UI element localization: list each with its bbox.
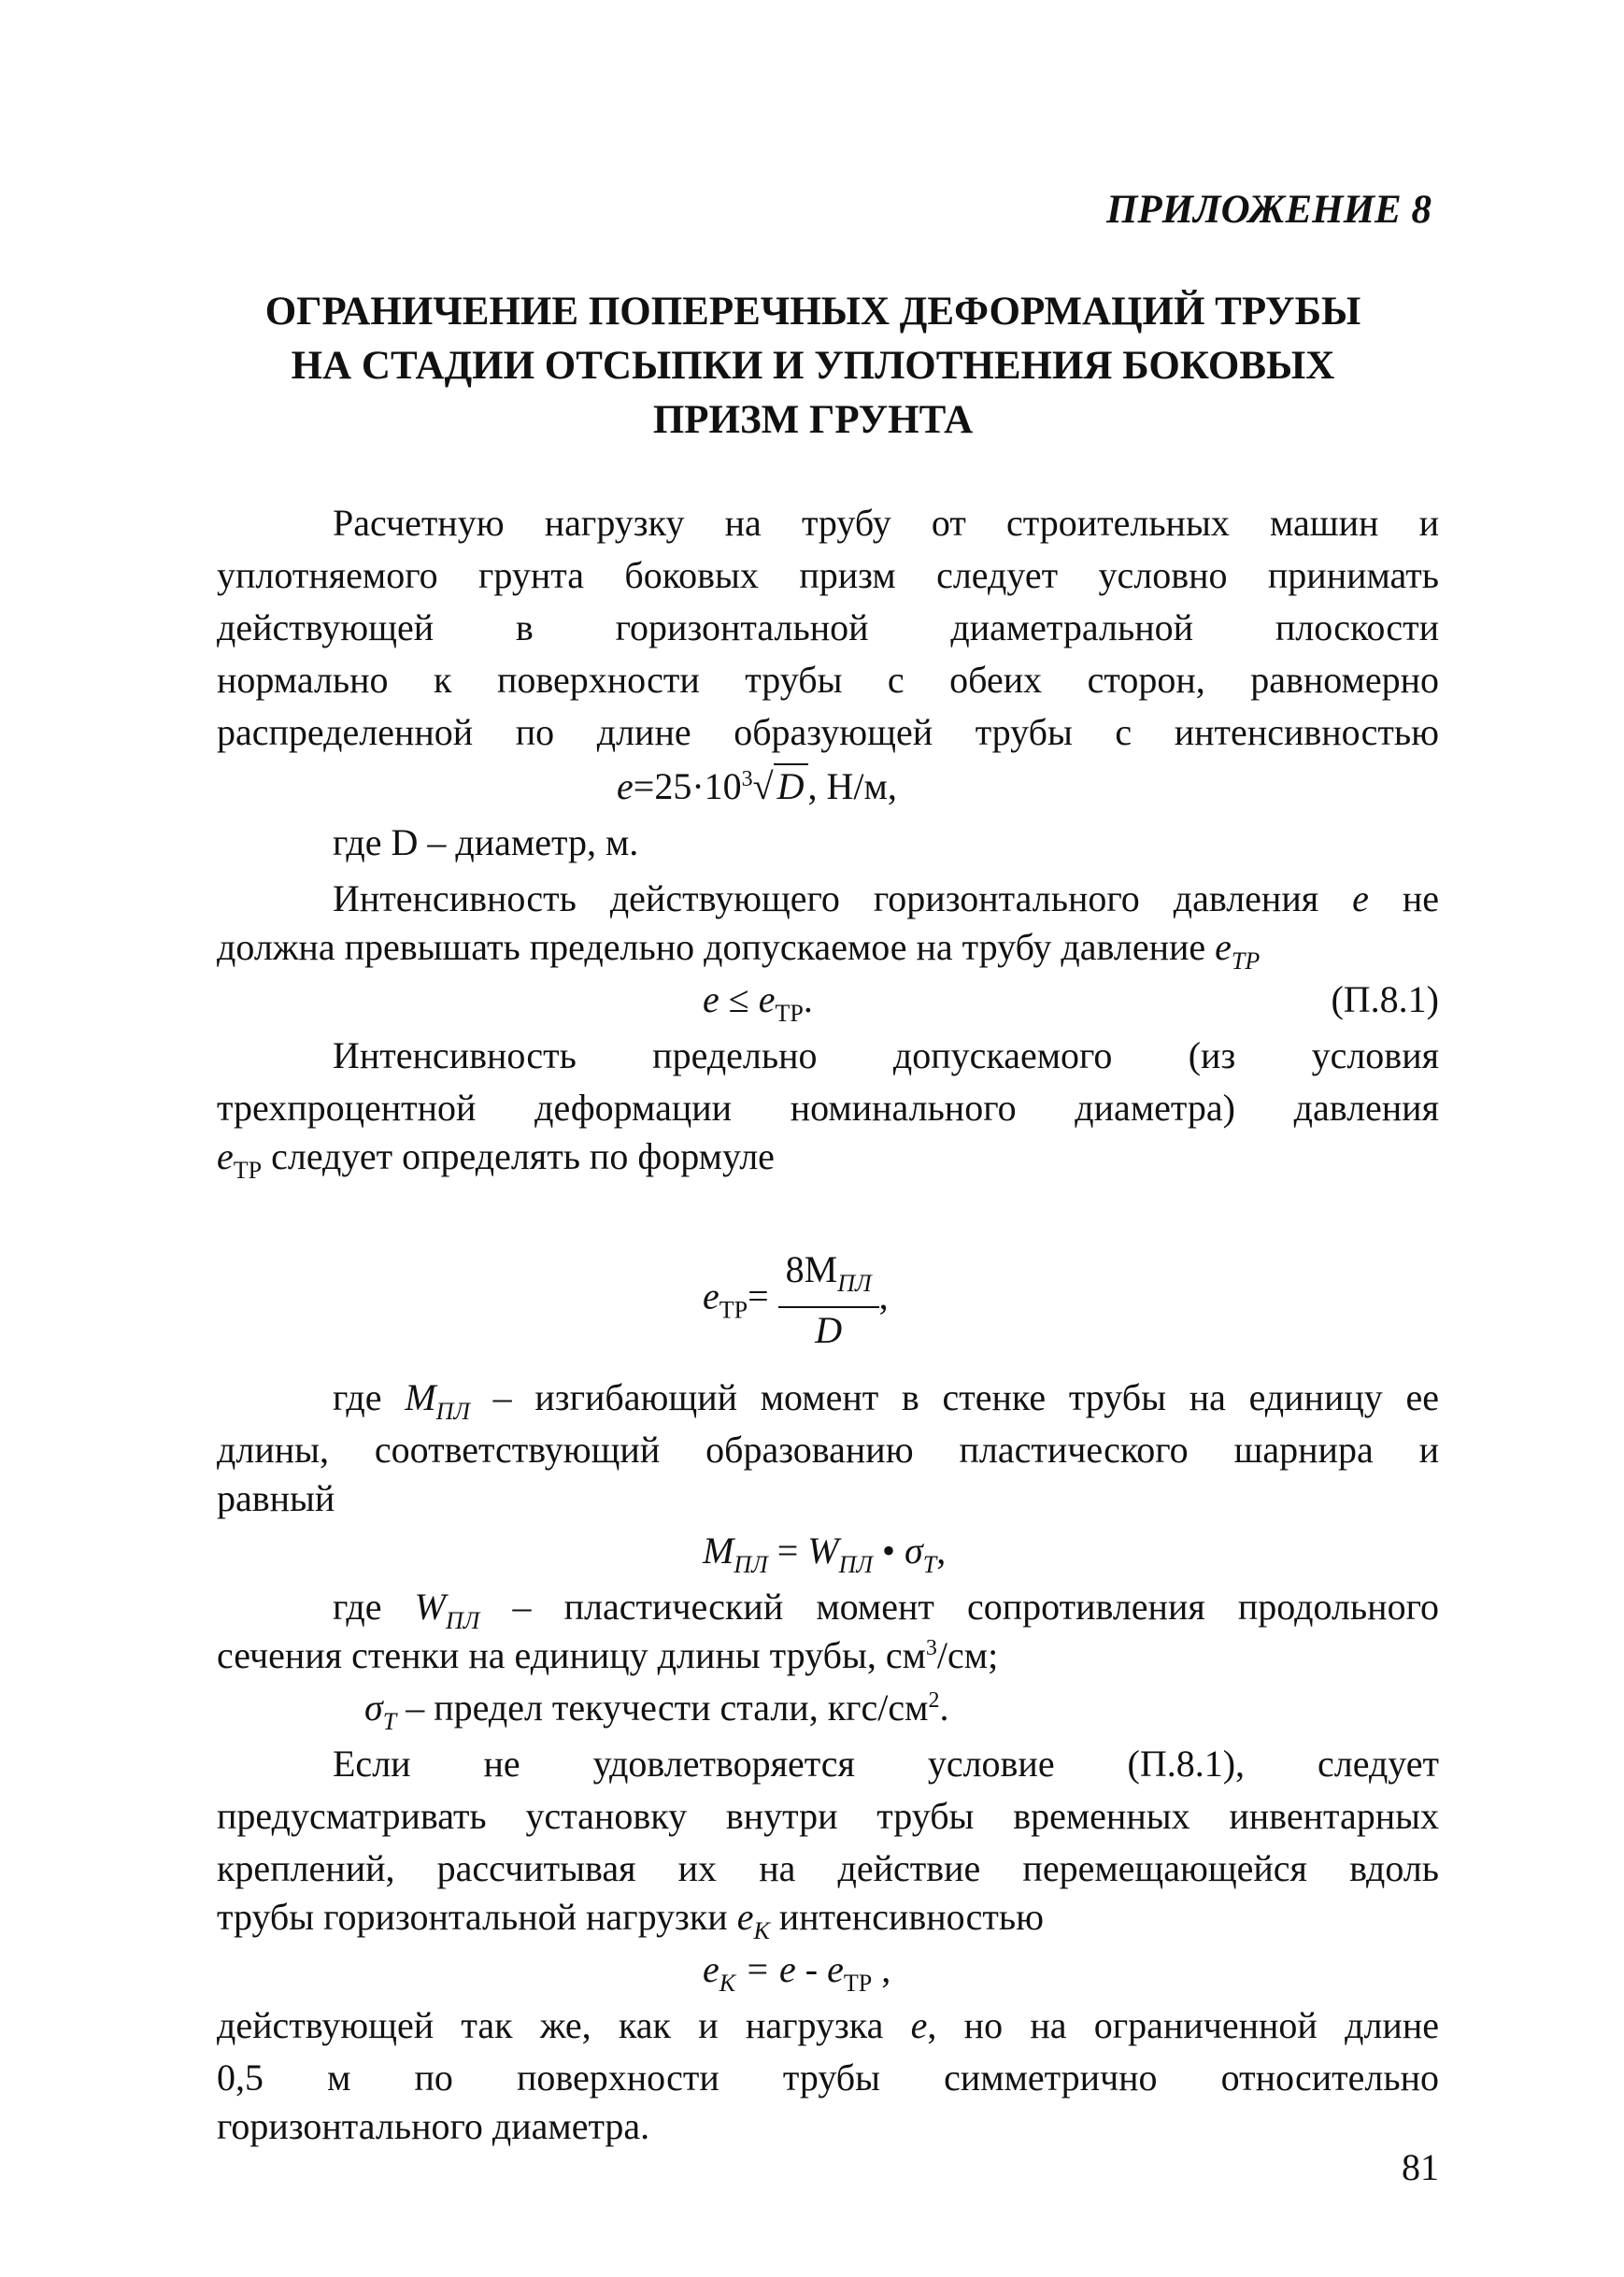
paragraph-1-line-5: распределенной по длине образующей трубы с интенсивностью <box>217 711 1439 753</box>
title-line-3: ПРИЗМ ГРУНТА <box>652 398 974 442</box>
paragraph-5-line-2: сечения стенки на единицу длины трубы, $см^3/см$; <box>217 1634 999 1676</box>
paragraph-4-line-1: где $M_{ПЛ}$ – изгибающий момент в стенке трубы на единицу ее <box>333 1376 1439 1425</box>
paragraph-8-line-3: горизонтального диаметра. <box>217 2105 650 2147</box>
paragraph-4-line-2: длины, соответствующий образованию пластического шарнира и <box>217 1429 1439 1471</box>
paragraph-7-line-2: предусматривать установку внутри трубы временных инвентарных <box>217 1795 1439 1837</box>
paragraph-1-line-2: уплотняемого грунта боковых призм следует условно принимать <box>217 554 1439 596</box>
formula-unit: , Н/м, <box>807 765 897 807</box>
formula-e-k: $e_К = e - e_{ТР}$ , <box>703 1948 891 1997</box>
inequality-formula: $e \le e_{ТР}$. <box>703 978 813 1027</box>
paragraph-4-line-3: равный <box>217 1477 335 1519</box>
fraction-numerator: $8M_{ПЛ}$ <box>778 1247 879 1308</box>
where-D-definition: где D – диаметр, м. <box>333 821 639 863</box>
paragraph-3-line-1: Интенсивность предельно допускаемого (из условия <box>333 1034 1439 1076</box>
paragraph-2-line-2: должна превышать предельно допускаемое на трубу давление $e_{ТР}$ <box>217 926 1261 975</box>
appendix-label: ПРИЛОЖЕНИЕ 8 <box>1105 188 1432 232</box>
formula-e-intensity <box>617 764 897 808</box>
title-line-2: НА СТАДИИ ОТСЫПКИ И УПЛОТНЕНИЯ БОКОВЫХ <box>291 344 1335 388</box>
formula-exponent: 3 <box>741 767 753 791</box>
formula-e-tr: $e_{ТР}=$ $\frac{8M_{ПЛ}}{D}$ , <box>703 1248 889 1351</box>
formula-coefficient: =25·10 <box>633 765 742 807</box>
page-title <box>187 285 1439 448</box>
paragraph-8-line-1: действующей так же, как и нагрузка e, но на ограниченной длине <box>217 2004 1439 2046</box>
formula-var-D: D <box>774 763 808 807</box>
equation-number-p81: (П.8.1) <box>1331 978 1439 1020</box>
formula-var-e: e <box>617 765 634 807</box>
paragraph-7-line-4: трубы горизонтальной нагрузки $e_К$ интенсивностью <box>217 1896 1044 1944</box>
paragraph-2-line-1: Интенсивность действующего горизонтального давления e не <box>333 877 1439 919</box>
page-number: 81 <box>1402 2146 1439 2188</box>
sigma-definition: $\sigma_Т$ – предел текучести стали, кгс/$см^2$. <box>364 1686 949 1735</box>
fraction-denominator: D <box>815 1309 843 1351</box>
paragraph-7-line-1: Если не удовлетворяется условие (П.8.1), следует <box>333 1743 1439 1785</box>
paragraph-1-line-3: действующей в горизонтальной диаметральной плоскости <box>217 606 1439 648</box>
paragraph-7-line-3: креплений, рассчитывая их на действие перемещающейся вдоль <box>217 1847 1439 1889</box>
paragraph-3-line-2: трехпроцентной деформации номинального диаметра) давления <box>217 1087 1439 1129</box>
title-line-1: ОГРАНИЧЕНИЕ ПОПЕРЕЧНЫХ ДЕФОРМАЦИЙ ТРУБЫ <box>264 290 1361 334</box>
sqrt-symbol: √ <box>752 765 774 807</box>
paragraph-1-line-1: Расчетную нагрузку на трубу от строительных машин и <box>333 502 1439 544</box>
fraction <box>778 1247 879 1353</box>
formula-M-pl: $M_{ПЛ} = W_{ПЛ}$ • $\sigma_Т$, <box>703 1530 947 1578</box>
paragraph-8-line-2: 0,5 м по поверхности трубы симметрично относительно <box>217 2056 1439 2099</box>
paragraph-1-line-4: нормально к поверхности трубы с обеих сторон, равномерно <box>217 659 1439 701</box>
paragraph-5-line-1: где $W_{ПЛ}$ – пластический момент сопротивления продольного <box>333 1586 1439 1634</box>
paragraph-3-line-3: $e_{ТР}$ следует определять по формуле <box>217 1135 775 1184</box>
